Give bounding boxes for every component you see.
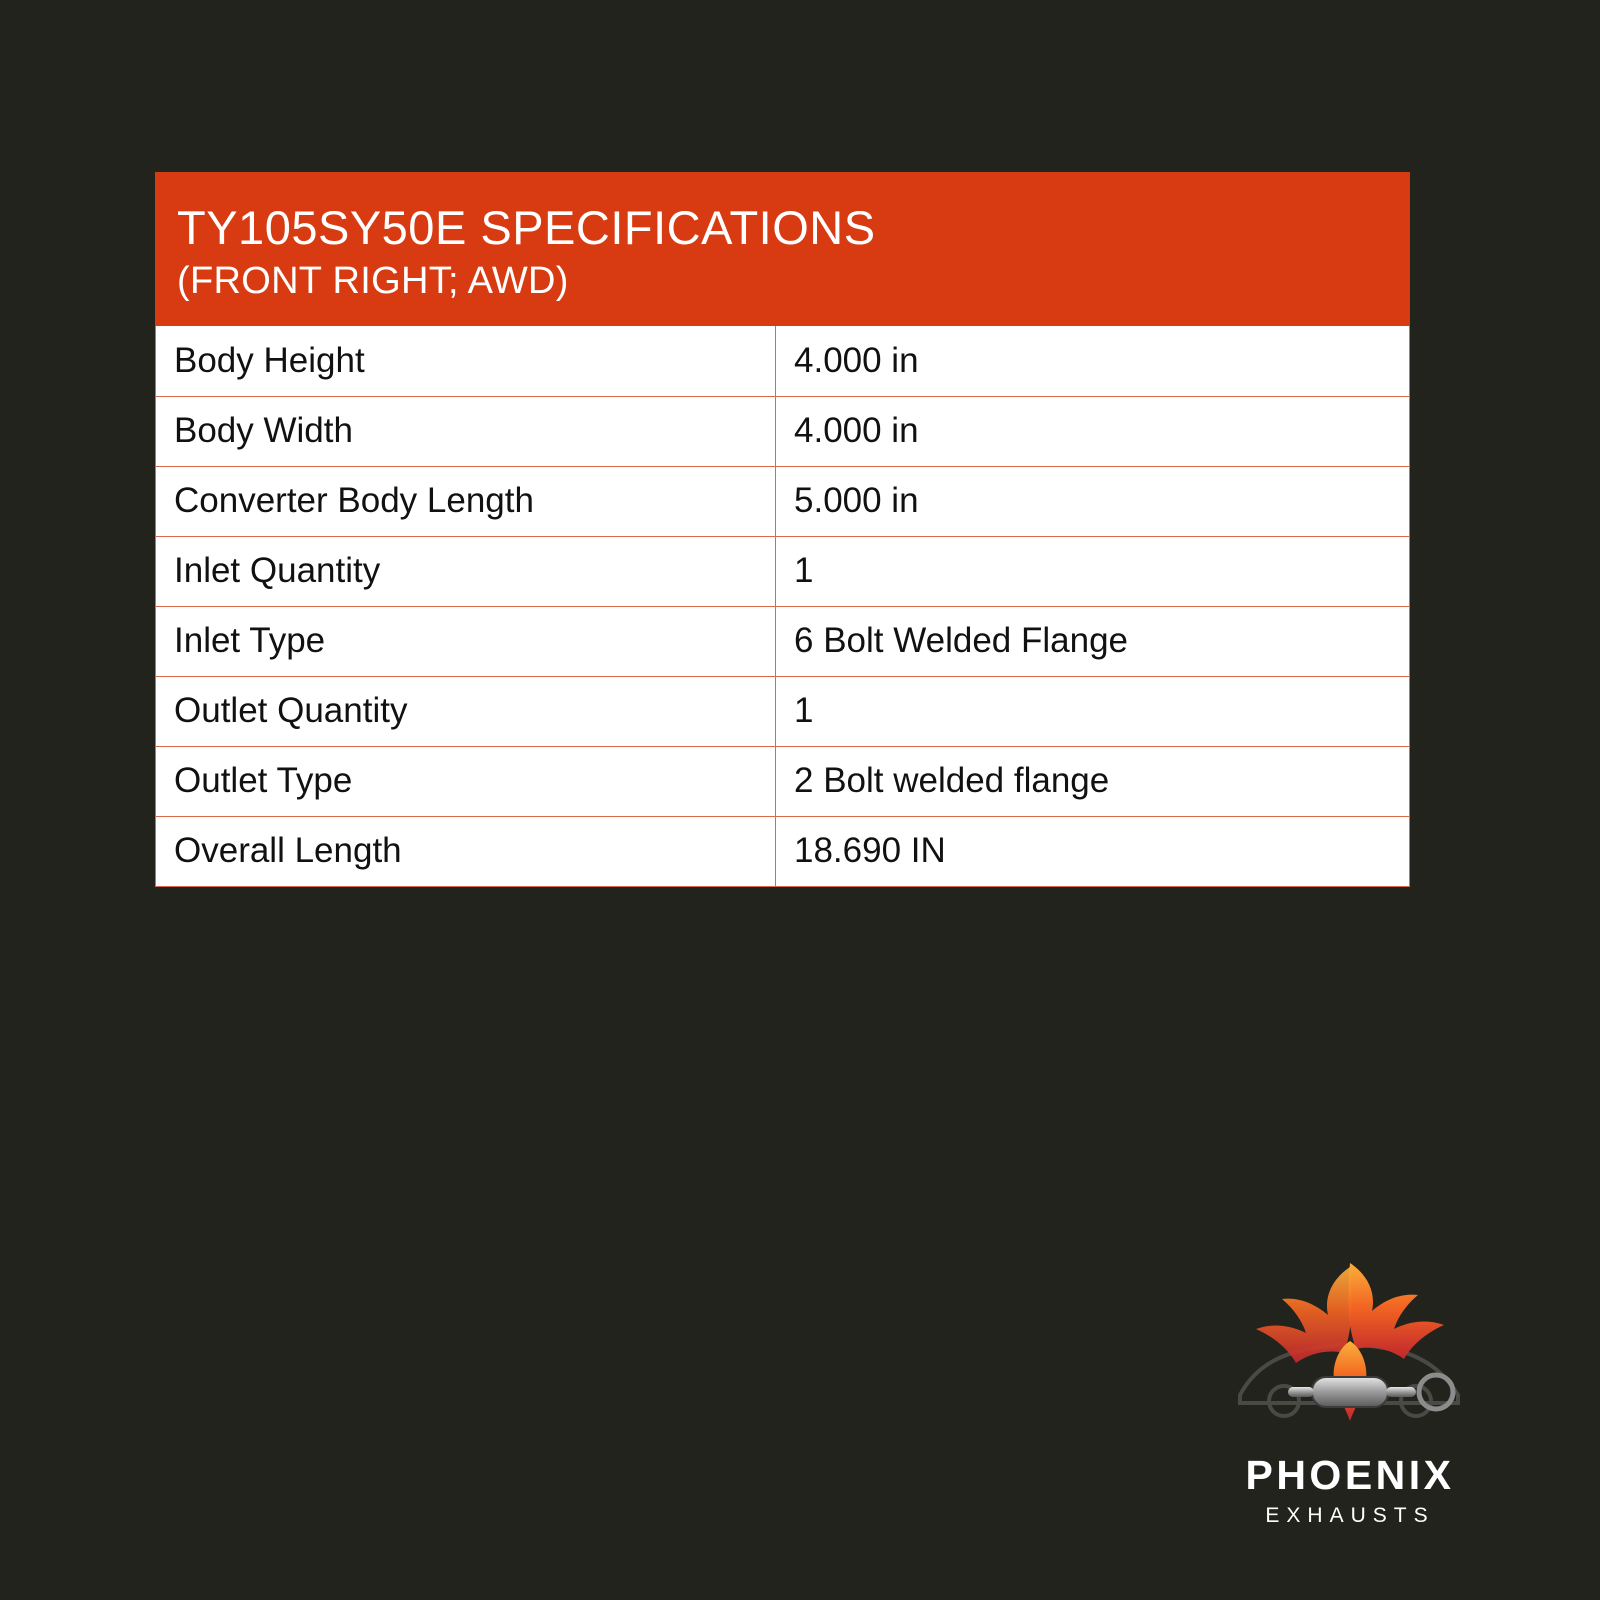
table-row (156, 746, 1410, 816)
brand-logo (1185, 1245, 1515, 1528)
spec-value: 4.000 in (776, 396, 1410, 466)
spec-value: 1 (776, 536, 1410, 606)
spec-label: Outlet Quantity (156, 676, 776, 746)
logo-wordmark: PHOENIX (1245, 1452, 1455, 1498)
table-row (156, 676, 1410, 746)
table-row (156, 326, 1410, 396)
table-row (156, 606, 1410, 676)
spec-label: Converter Body Length (156, 466, 776, 536)
spec-label: Outlet Type (156, 746, 776, 816)
spec-label: Body Width (156, 396, 776, 466)
spec-label: Inlet Quantity (156, 536, 776, 606)
specifications-card (155, 172, 1410, 887)
logo-tagline: EXHAUSTS (1265, 1504, 1435, 1527)
spec-value: 4.000 in (776, 326, 1410, 396)
spec-label: Overall Length (156, 816, 776, 886)
table-row (156, 466, 1410, 536)
spec-value: 5.000 in (776, 466, 1410, 536)
spec-label: Body Height (156, 326, 776, 396)
page-title: TY105SY50E SPECIFICATIONS (177, 201, 876, 254)
spec-value: 18.690 IN (776, 816, 1410, 886)
table-row (156, 816, 1410, 886)
spec-value: 6 Bolt Welded Flange (776, 606, 1410, 676)
table-row (156, 536, 1410, 606)
spec-value: 2 Bolt welded flange (776, 746, 1410, 816)
table-body (156, 326, 1410, 886)
phoenix-bird-icon (1185, 1245, 1515, 1445)
spec-value: 1 (776, 676, 1410, 746)
spec-label: Inlet Type (156, 606, 776, 676)
table-row (156, 396, 1410, 466)
specifications-table (155, 326, 1410, 887)
page-subtitle: (FRONT RIGHT; AWD) (177, 259, 569, 302)
card-header (155, 172, 1410, 326)
